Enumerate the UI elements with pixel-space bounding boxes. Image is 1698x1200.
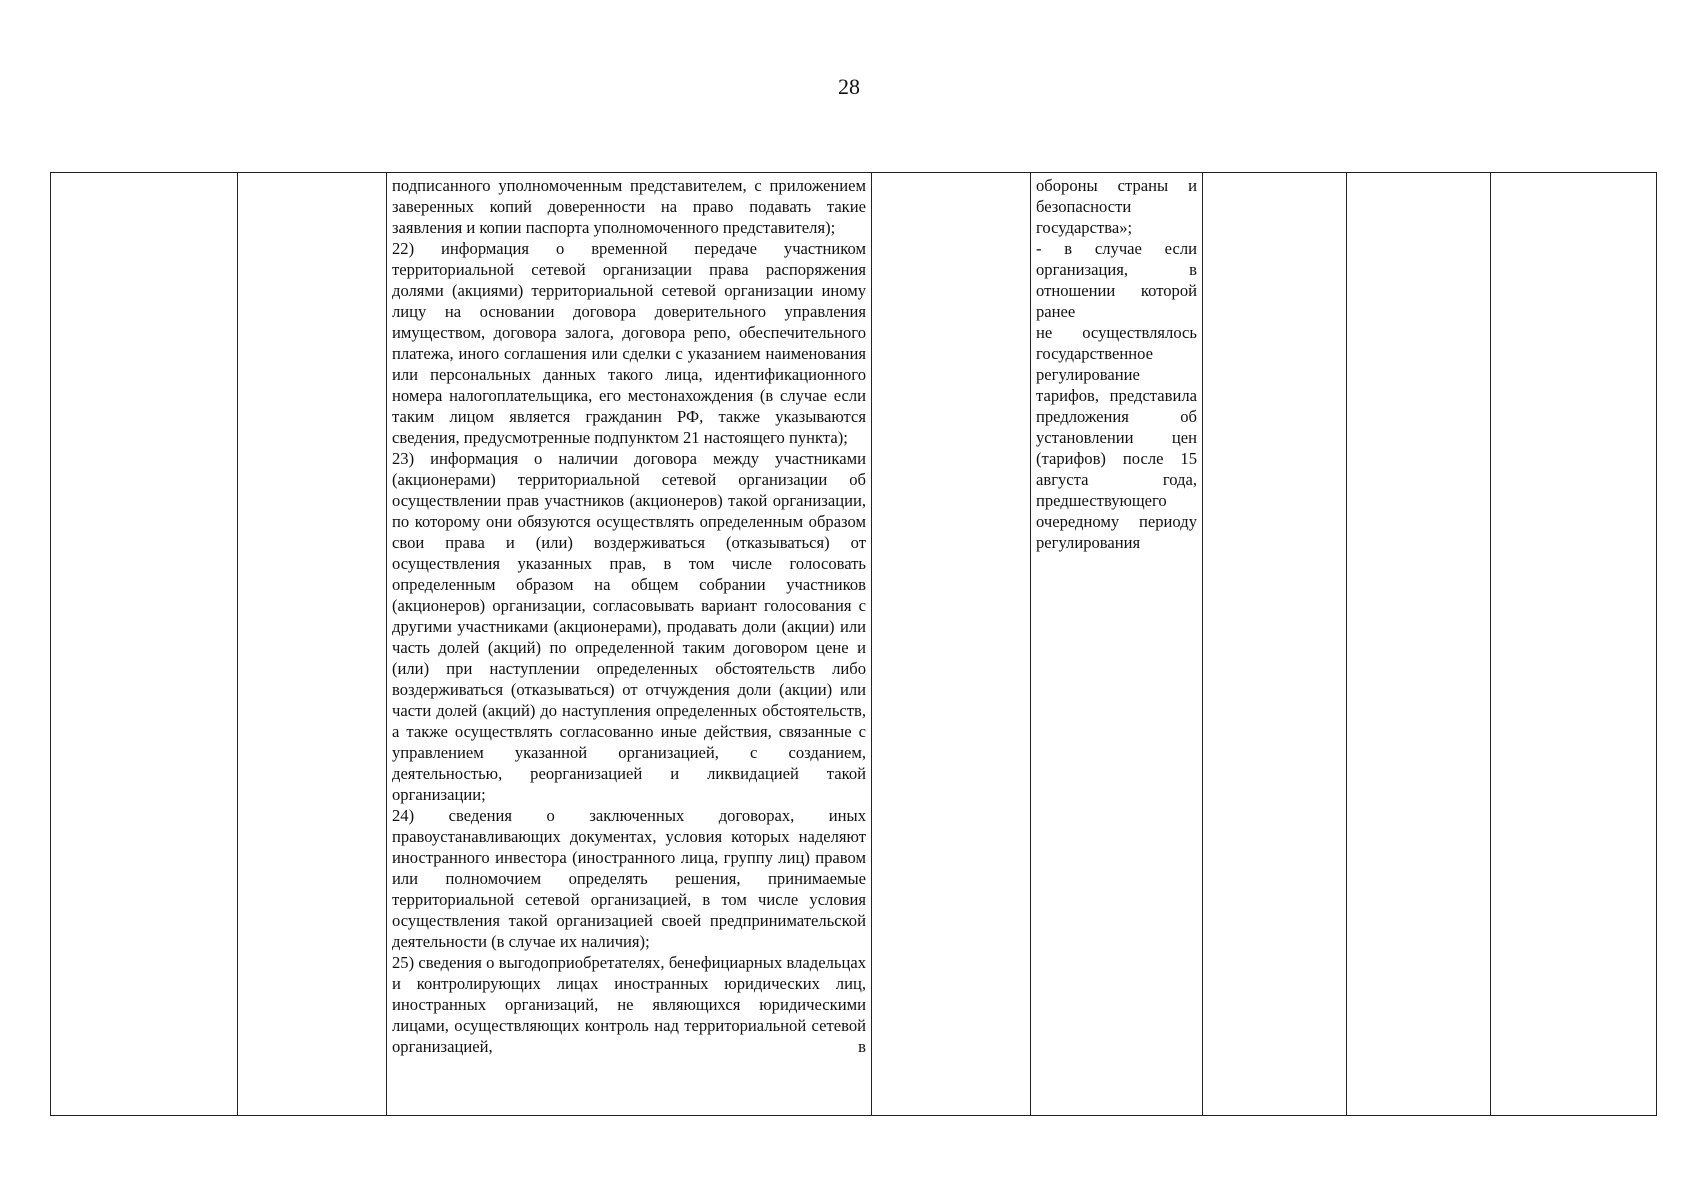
page-number: 28 [838,74,860,99]
requirements-paragraph: подписанного уполномоченным представителем, с приложением заверенных копий доверенности на право подавать такие заявления и копии паспорта уполномоченного представителя); [392,176,866,237]
conditions-paragraph: - в случае если организация, в отношении которой ранее [1036,239,1197,321]
table-cell-col6 [1203,173,1347,1116]
table-row [51,173,1657,1116]
table-cell-col1 [51,173,238,1116]
requirements-paragraph: 23) информация о наличии договора между участниками (акционерами) территориальной сетевой организации об осуществлении прав участников (акционеров) такой организации, по которому они обязуются осуществлять определенным образом свои права и (или) воздерживаться (отказываться) от осуществления указанных прав, в том числе голосовать определенным образом на общем собрании участников (акционеров) организации, согласовывать вариант голосования с другими участниками (акционерами), продавать доли (акции) или часть долей (акций) по определенной таким договором цене и (или) при наступлении определенных обстоятельств либо воздерживаться (отказываться) от отчуждения доли (акции) или части долей (акций) до наступления определенных обстоятельств, а также осуществлять согласованно иные действия, связанные с управлением указанной организацией, с созданием, деятельностью, реорганизацией и ликвидацией такой организации; [392,449,866,804]
conditions-text [1031,173,1202,553]
document-table [50,172,1657,1116]
requirements-paragraph: 22) информация о временной передаче участником территориальной сетевой организации права распоряжения долями (акциями) территориальной сетевой организации иному лицу на основании договора доверительного управления имуществом, договора залога, договора репо, обеспечительного платежа, иного соглашения или сделки с указанием наименования или персональных данных такого лица, идентификационного номера налогоплательщика, его местонахождения (в случае если таким лицом является гражданин РФ, также указываются сведения, предусмотренные подпунктом 21 настоящего пункта); [392,239,866,447]
requirements-paragraph: 25) сведения о выгодоприобретателях, бенефициарных владельцах и контролирующих лицах иностранных юридических лиц, иностранных организаций, не являющихся юридическими лицами, осуществляющих контроль над территориальной сетевой организацией, в [392,953,866,1056]
conditions-paragraph: обороны страны и безопасности государства»; [1036,176,1197,237]
requirements-paragraph: 24) сведения о заключенных договорах, иных правоустанавливающих документах, условия которых наделяют иностранного инвестора (иностранного лица, группу лиц) правом или полномочием определять решения, принимаемые территориальной сетевой организацией, в том числе условия осуществления такой организацией своей предпринимательской деятельности (в случае их наличия); [392,806,866,951]
table-cell-col4 [872,173,1031,1116]
table-cell-col8 [1491,173,1657,1116]
table-cell-col7 [1347,173,1491,1116]
table-cell-requirements [387,173,872,1116]
table-cell-conditions [1031,173,1203,1116]
table-cell-col2 [238,173,387,1116]
conditions-paragraph: не осуществлялось государственное регулирование тарифов, представила предложения об установлении цен (тарифов) после 15 августа года, предшествующего очередному периоду регулирования [1036,323,1197,552]
requirements-text [387,173,871,1057]
